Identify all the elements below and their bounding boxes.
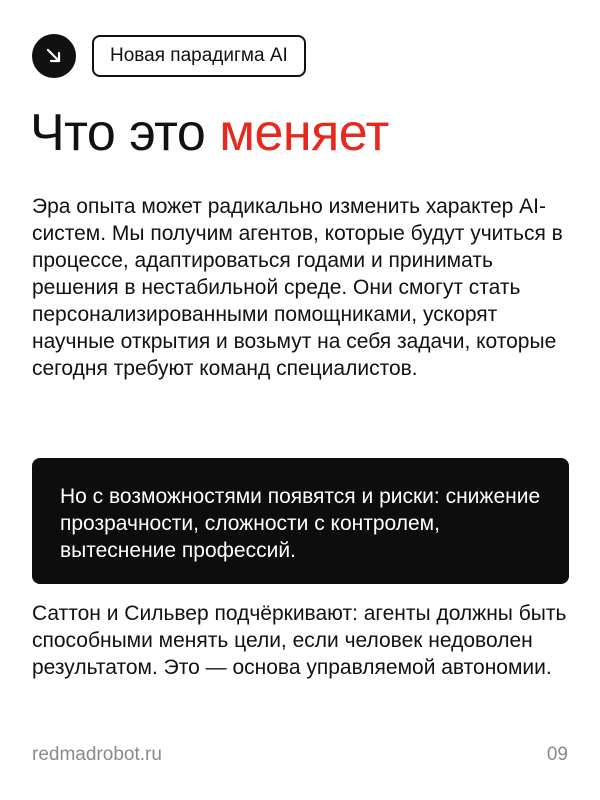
page-number: 09	[546, 744, 568, 765]
header	[32, 34, 306, 78]
topic-tag: Новая парадигма AI	[92, 35, 306, 77]
risk-callout	[32, 458, 569, 584]
arrow-down-right-icon	[32, 34, 76, 78]
title-accent: меняет	[219, 104, 389, 162]
title-main: Что это	[30, 104, 220, 162]
callout-text: Но с возможностями появятся и риски: снижение прозрачности, сложности с контролем, вытеснение профессий.	[60, 485, 541, 562]
page-title	[30, 102, 389, 164]
intro-paragraph: Эра опыта может радикально изменить характер AI-систем. Мы получим агентов, которые будут учиться в процессе, адаптироваться годами и принимать решения в нестабильной среде. Они смогут стать персонализированными помощниками, ускорят научные открытия и возьмут на себя задачи, которые сегодня требуют команд специалистов.	[32, 195, 563, 380]
footer-site: redmadrobot.ru	[32, 744, 162, 765]
outro-paragraph: Саттон и Сильвер подчёркивают: агенты должны быть способными менять цели, если человек недоволен результатом. Это — основа управляемой автономии.	[32, 602, 567, 679]
